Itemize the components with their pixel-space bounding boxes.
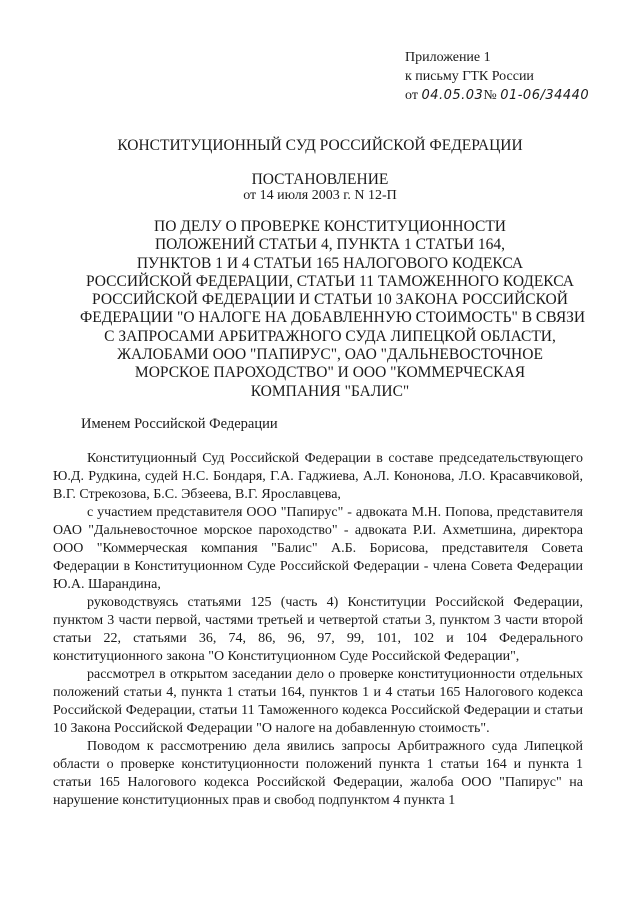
- case-title-line: ЖАЛОБАМИ ООО "ПАПИРУС", ОАО "ДАЛЬНЕВОСТОЧНОЕ: [117, 346, 543, 364]
- case-title-line: ПУНКТОВ 1 И 4 СТАТЬИ 165 НАЛОГОВОГО КОДЕКСА: [136, 254, 524, 272]
- appendix-date-number: [405, 86, 589, 105]
- case-title-line: РОССИЙСКОЙ ФЕДЕРАЦИИ, СТАТЬИ 11 ТАМОЖЕННОГО КОДЕКСА: [85, 272, 574, 290]
- paragraph-case-considered: рассмотрел в открытом заседании дело о проверке конституционности отдельных положений статьи 4, пункта 1 статьи 164, пунктов 1 и 4 статьи 165 Налогового кодекса Российской Федерации, статьи 11 Таможенного кодекса Российской Федерации и статьи 10 Закона Российской Федерации "О налоге на добавленную стоимость".: [53, 667, 583, 736]
- paragraph-court-composition: Конституционный Суд Российской Федерации в составе председательствующего Ю.Д. Рудкина, судей Н.С. Бондаря, Г.А. Гаджиева, А.Л. Кононова, Л.О. Красавчиковой, В.Г. Стрекозова, Б.С. Эбзеева, В.Г. Ярославцева,: [53, 451, 583, 502]
- paragraph-grounds: Поводом к рассмотрению дела явились запросы Арбитражного суда Липецкой области о проверке конституционности положений пункта 1 статьи 164 и пункта 1 статьи 165 Налогового кодекса Российской Федерации, жалоба ООО "Папирус" на нарушение конституционных прав и свобод подпунктом 4 пункта 1: [53, 739, 583, 808]
- case-title-line: ПОЛОЖЕНИЙ СТАТЬИ 4, ПУНКТА 1 СТАТЬИ 164,: [154, 236, 506, 254]
- appendix-title: Приложение 1: [405, 50, 491, 65]
- document-body: [53, 450, 583, 810]
- appendix-letter-ref: к письму ГТК России: [405, 69, 534, 84]
- invocation: Именем Российской Федерации: [81, 416, 278, 432]
- case-title-line: ПО ДЕЛУ О ПРОВЕРКЕ КОНСТИТУЦИОННОСТИ: [154, 218, 506, 235]
- appendix-block: [405, 48, 589, 105]
- paragraph-legal-basis: руководствуясь статьями 125 (часть 4) Конституции Российской Федерации, пунктом 3 части первой, частями третьей и четвертой статьи 3, пунктом 3 части второй статьи 22, статьями 36, 74, 86, 96, 97, 99, 101, 102 и 104 Федерального конституционного закона "О Конституционном Суде Российской Федерации",: [53, 595, 583, 664]
- case-title-line: МОРСКОЕ ПАРОХОДСТВО" И ООО "КОММЕРЧЕСКАЯ: [134, 364, 526, 382]
- case-title-line: РОССИЙСКОЙ ФЕДЕРАЦИИ И СТАТЬИ 10 ЗАКОНА РОССИЙСКОЙ: [92, 291, 568, 309]
- court-name: КОНСТИТУЦИОННЫЙ СУД РОССИЙСКОЙ ФЕДЕРАЦИИ: [117, 137, 523, 154]
- case-title-line: ФЕДЕРАЦИИ "О НАЛОГЕ НА ДОБАВЛЕННУЮ СТОИМОСТЬ" В СВЯЗИ: [80, 309, 586, 327]
- document-date: от 14 июля 2003 г. N 12-П: [243, 188, 397, 203]
- document-type: ПОСТАНОВЛЕНИЕ: [251, 171, 389, 188]
- appendix-from-label: от: [405, 88, 418, 103]
- number-label: №: [483, 88, 497, 103]
- case-title: [80, 218, 586, 401]
- handwritten-number: 01-06/34440: [500, 88, 590, 103]
- handwritten-date: 04.05.03: [421, 88, 484, 103]
- case-title-line: КОМПАНИЯ "БАЛИС": [250, 382, 410, 400]
- case-title-line: С ЗАПРОСАМИ АРБИТРАЖНОГО СУДА ЛИПЕЦКОЙ ОБЛАСТИ,: [104, 327, 556, 345]
- paragraph-participants: с участием представителя ООО "Папирус" - адвоката М.Н. Попова, представителя ОАО "Дальневосточное морское пароходство" - адвоката Р.И. Ахметшина, директора ООО "Коммерческая компания "Балис" А.Б. Борисова, представителя Совета Федерации в Конституционном Суде Российской Федерации - члена Совета Федерации Ю.А. Шарандина,: [53, 505, 583, 592]
